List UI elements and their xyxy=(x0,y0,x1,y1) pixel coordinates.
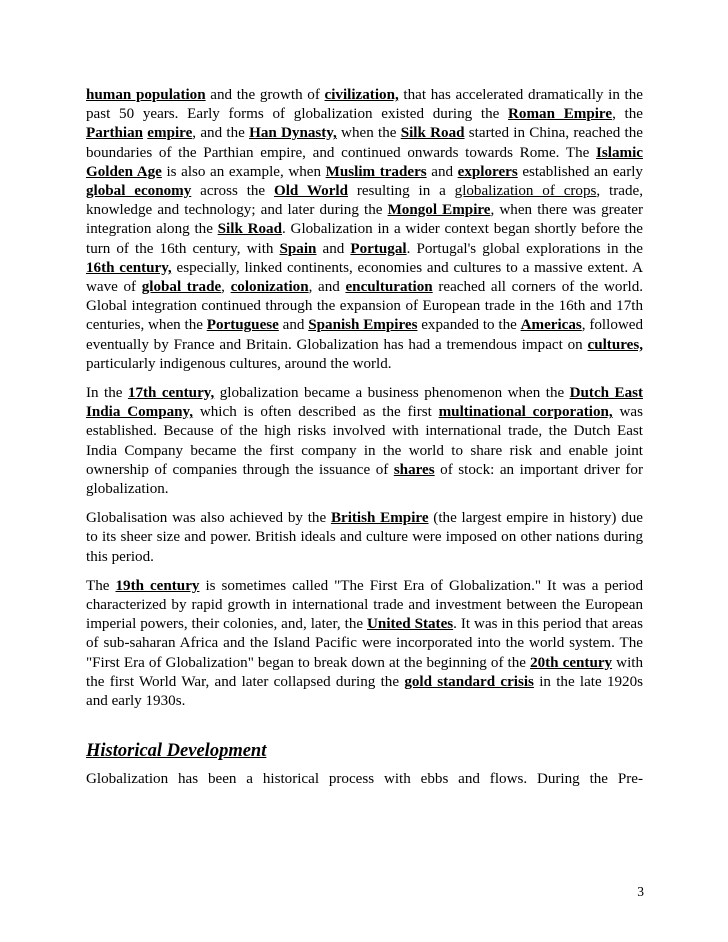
link-17th-century[interactable]: 17th century, xyxy=(127,385,215,402)
link-han-dynasty[interactable]: Han Dynasty, xyxy=(249,125,337,142)
text: with the first World War, and later collapsed during the xyxy=(86,654,644,690)
link-colonization[interactable]: colonization xyxy=(230,279,309,296)
link-global-trade[interactable]: global trade xyxy=(141,279,222,296)
text: Globalisation was also achieved by the xyxy=(86,510,331,527)
text: which is often described as the first xyxy=(193,404,439,421)
link-19th-century[interactable]: 19th century xyxy=(115,577,200,594)
page-number: 3 xyxy=(637,884,644,899)
text: , the xyxy=(612,106,643,123)
text: . Portugal's global explorations in the xyxy=(406,240,644,257)
text: The xyxy=(86,577,116,594)
text: was established. Because of the high risks involved with international trade, the Dutch East India Company became the first company in the world to share risk and enable joint ownership of companies through the issuance of xyxy=(86,404,643,478)
text: globalization became a business phenomenon when the xyxy=(214,385,570,402)
link-cultures[interactable]: cultures, xyxy=(587,336,643,353)
link-british-empire[interactable]: British Empire xyxy=(330,510,429,527)
text: , and the xyxy=(192,125,250,142)
text: , xyxy=(221,279,231,296)
text: , and xyxy=(308,279,346,296)
text: . Globalization in a wider context began shortly before the turn of the 16th century, with xyxy=(86,221,643,257)
paragraph-17th-century xyxy=(86,384,643,499)
link-spanish-empires[interactable]: Spanish Empires xyxy=(308,317,418,334)
link-portugal[interactable]: Portugal xyxy=(350,240,407,257)
paragraph-historical-development xyxy=(86,770,643,789)
link-explorers[interactable]: explorers xyxy=(457,163,518,180)
link-spain[interactable]: Spain xyxy=(279,240,317,257)
paragraph-british-empire xyxy=(86,509,643,567)
text: reached all corners of the world. Global integration continued through the expansion of European trade in the 16th and 17th centuries, when the xyxy=(86,279,644,334)
text: , trade, knowledge and technology; and later during the xyxy=(86,183,643,219)
link-civilization[interactable]: civilization, xyxy=(324,87,399,103)
text: Globalization has been a historical process with ebbs and flows. During the Pre- xyxy=(86,771,643,788)
text: in the late 1920s and early 1930s. xyxy=(86,673,644,710)
link-americas[interactable]: Americas xyxy=(520,317,582,334)
link-portuguese[interactable]: Portuguese xyxy=(206,317,279,334)
document-page xyxy=(86,86,643,800)
link-united-states[interactable]: United States xyxy=(367,616,454,633)
text: is sometimes called "The First Era of Globalization." It was a period characterized by rapid growth in international trade and investment between the European imperial powers, their colonies, and, later, the xyxy=(86,577,643,633)
link-silk-road[interactable]: Silk Road xyxy=(400,125,465,142)
text: (the largest empire in history) due to its sheer size and power. British ideals and culture were imposed on other nations during this period. xyxy=(86,510,644,565)
link-old-world[interactable]: Old World xyxy=(273,183,348,200)
paragraph-19th-century xyxy=(86,577,643,711)
text: expanded to the xyxy=(417,317,521,334)
text: particularly indigenous cultures, around the world. xyxy=(86,355,392,372)
text: In the xyxy=(86,385,128,402)
text: established an early xyxy=(517,163,643,180)
link-roman-empire[interactable]: Roman Empire xyxy=(508,106,613,123)
link-parthian[interactable]: Parthian xyxy=(86,125,144,142)
link-human-population[interactable]: human population xyxy=(86,87,206,103)
link-muslim-traders[interactable]: Muslim traders xyxy=(325,163,427,180)
link-gold-standard-crisis[interactable]: gold standard crisis xyxy=(404,673,534,690)
text: . It was in this period that areas of sub-saharan Africa and the Island Pacific were incorporated into the world system. The "First Era of Globalization" began to break down at the beginning of the xyxy=(86,616,644,671)
link-mongol-empire[interactable]: Mongol Empire xyxy=(387,202,491,219)
link-shares[interactable]: shares xyxy=(393,461,435,478)
link-global-economy[interactable]: global economy xyxy=(86,183,192,200)
text: is also an example, when xyxy=(161,163,326,180)
link-islamic-golden-age[interactable]: Islamic Golden Age xyxy=(86,144,643,180)
link-dutch-east-india-company[interactable]: Dutch East India Company, xyxy=(86,385,644,421)
link-silk-road-2[interactable]: Silk Road xyxy=(217,221,282,238)
text: resulting in a xyxy=(347,183,455,200)
link-globalization-of-crops[interactable]: globalization of crops xyxy=(454,183,597,200)
text: , when there was greater integration along the xyxy=(86,202,643,238)
text: started in China, reached the boundaries of the Parthian empire, and continued onwards towards Rome. The xyxy=(86,125,643,161)
text: that has accelerated dramatically in the past 50 years. Early forms of globalization existed during the xyxy=(86,87,643,123)
text: and xyxy=(426,163,458,180)
section-heading: Historical Development xyxy=(86,741,267,762)
link-enculturation[interactable]: enculturation xyxy=(345,279,433,296)
text: across the xyxy=(191,183,274,200)
text: , followed eventually by France and Britain. Globalization has had a tremendous impact on xyxy=(86,317,644,353)
link-16th-century[interactable]: 16th century, xyxy=(86,259,172,276)
text: and xyxy=(278,317,309,334)
link-empire[interactable]: empire xyxy=(147,125,193,142)
text: and the growth of xyxy=(205,87,325,103)
link-multinational-corporation[interactable]: multinational corporation, xyxy=(438,404,613,421)
text: of stock: an important driver for globalization. xyxy=(86,461,644,498)
paragraph-early-globalization xyxy=(86,86,643,374)
text: when the xyxy=(336,125,401,142)
text: and xyxy=(316,240,351,257)
link-20th-century[interactable]: 20th century xyxy=(530,654,613,671)
text: especially, linked continents, economies and cultures to a massive extent. A wave of xyxy=(86,259,643,296)
